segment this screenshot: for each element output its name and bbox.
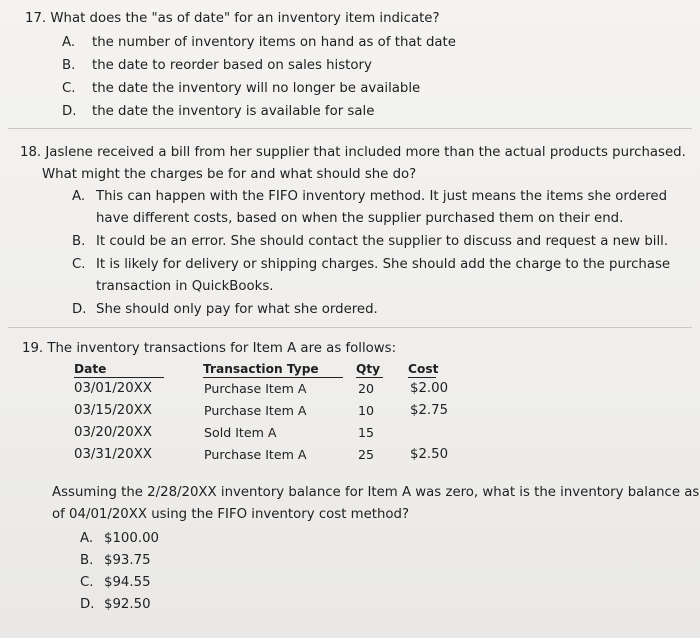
- table-header-date: Date: [74, 362, 164, 378]
- q19-option-b-text: $93.75: [104, 553, 151, 568]
- q18-option-b-text: It could be an error. She should contact the supplier to discuss and request a new bill.: [96, 234, 669, 249]
- q17-option-d-letter: D.: [62, 104, 77, 119]
- table-cell-transaction-type: Purchase Item A: [204, 403, 307, 418]
- table-cell-qty: 10: [358, 403, 375, 418]
- q18-option-c-text-line2: transaction in QuickBooks.: [96, 279, 274, 294]
- q19-option-a-text: $100.00: [104, 531, 159, 546]
- question-19-text-line2: of 04/01/20XX using the FIFO inventory cost method?: [52, 507, 410, 522]
- table-header-transaction-type: Transaction Type: [203, 362, 343, 378]
- q17-option-c-letter: C.: [62, 81, 76, 96]
- q17-option-b-text: the date to reorder based on sales history: [92, 58, 372, 73]
- section-divider: [8, 327, 692, 328]
- q19-option-b-letter: B.: [80, 553, 94, 568]
- question-18-text-line1: 18. Jaslene received a bill from her supplier that included more than the actual products purchased.: [20, 145, 686, 160]
- table-cell-date: 03/31/20XX: [74, 447, 152, 462]
- q18-option-c-text-line1: It is likely for delivery or shipping charges. She should add the charge to the purchase: [96, 257, 671, 272]
- q17-option-d-text: the date the inventory is available for sale: [92, 104, 375, 119]
- q18-option-a-text-line1: This can happen with the FIFO inventory method. It just means the items she ordered: [96, 189, 668, 204]
- q18-option-b-letter: B.: [72, 234, 86, 249]
- table-cell-date: 03/01/20XX: [74, 381, 152, 396]
- table-cell-date: 03/15/20XX: [74, 403, 152, 418]
- q17-option-b-letter: B.: [62, 58, 76, 73]
- table-cell-cost: $2.00: [410, 381, 449, 396]
- table-cell-date: 03/20/20XX: [74, 425, 152, 440]
- table-cell-transaction-type: Purchase Item A: [204, 447, 307, 462]
- table-cell-qty: 20: [358, 381, 375, 396]
- q17-option-a-text: the number of inventory items on hand as of that date: [92, 35, 456, 50]
- table-cell-transaction-type: Purchase Item A: [204, 381, 307, 396]
- table-cell-cost: $2.75: [410, 403, 449, 418]
- table-cell-cost: $2.50: [410, 447, 449, 462]
- q19-option-c-letter: C.: [80, 575, 94, 590]
- question-17-text: 17. What does the "as of date" for an inventory item indicate?: [25, 11, 440, 26]
- q18-option-d-text: She should only pay for what she ordered.: [96, 302, 378, 317]
- q18-option-c-letter: C.: [72, 257, 86, 272]
- q17-option-a-letter: A.: [62, 35, 76, 50]
- table-cell-qty: 25: [358, 447, 375, 462]
- section-divider: [8, 128, 692, 129]
- q18-option-a-text-line2: have different costs, based on when the supplier purchased them on their end.: [96, 211, 624, 226]
- table-cell-transaction-type: Sold Item A: [204, 425, 277, 440]
- q18-option-d-letter: D.: [72, 302, 87, 317]
- table-header-qty: Qty: [356, 362, 383, 378]
- q19-option-a-letter: A.: [80, 531, 94, 546]
- q19-option-c-text: $94.55: [104, 575, 151, 590]
- table-header-cost: Cost: [408, 362, 439, 376]
- q17-option-c-text: the date the inventory will no longer be available: [92, 81, 421, 96]
- q18-option-a-letter: A.: [72, 189, 86, 204]
- q19-option-d-text: $92.50: [104, 597, 151, 612]
- table-cell-qty: 15: [358, 425, 375, 440]
- question-19-text-line1: Assuming the 2/28/20XX inventory balance for Item A was zero, what is the inventory balance as: [52, 485, 700, 500]
- question-18-text-line2: What might the charges be for and what should she do?: [42, 167, 417, 182]
- q19-option-d-letter: D.: [80, 597, 95, 612]
- question-19-intro: 19. The inventory transactions for Item A are as follows:: [22, 341, 397, 356]
